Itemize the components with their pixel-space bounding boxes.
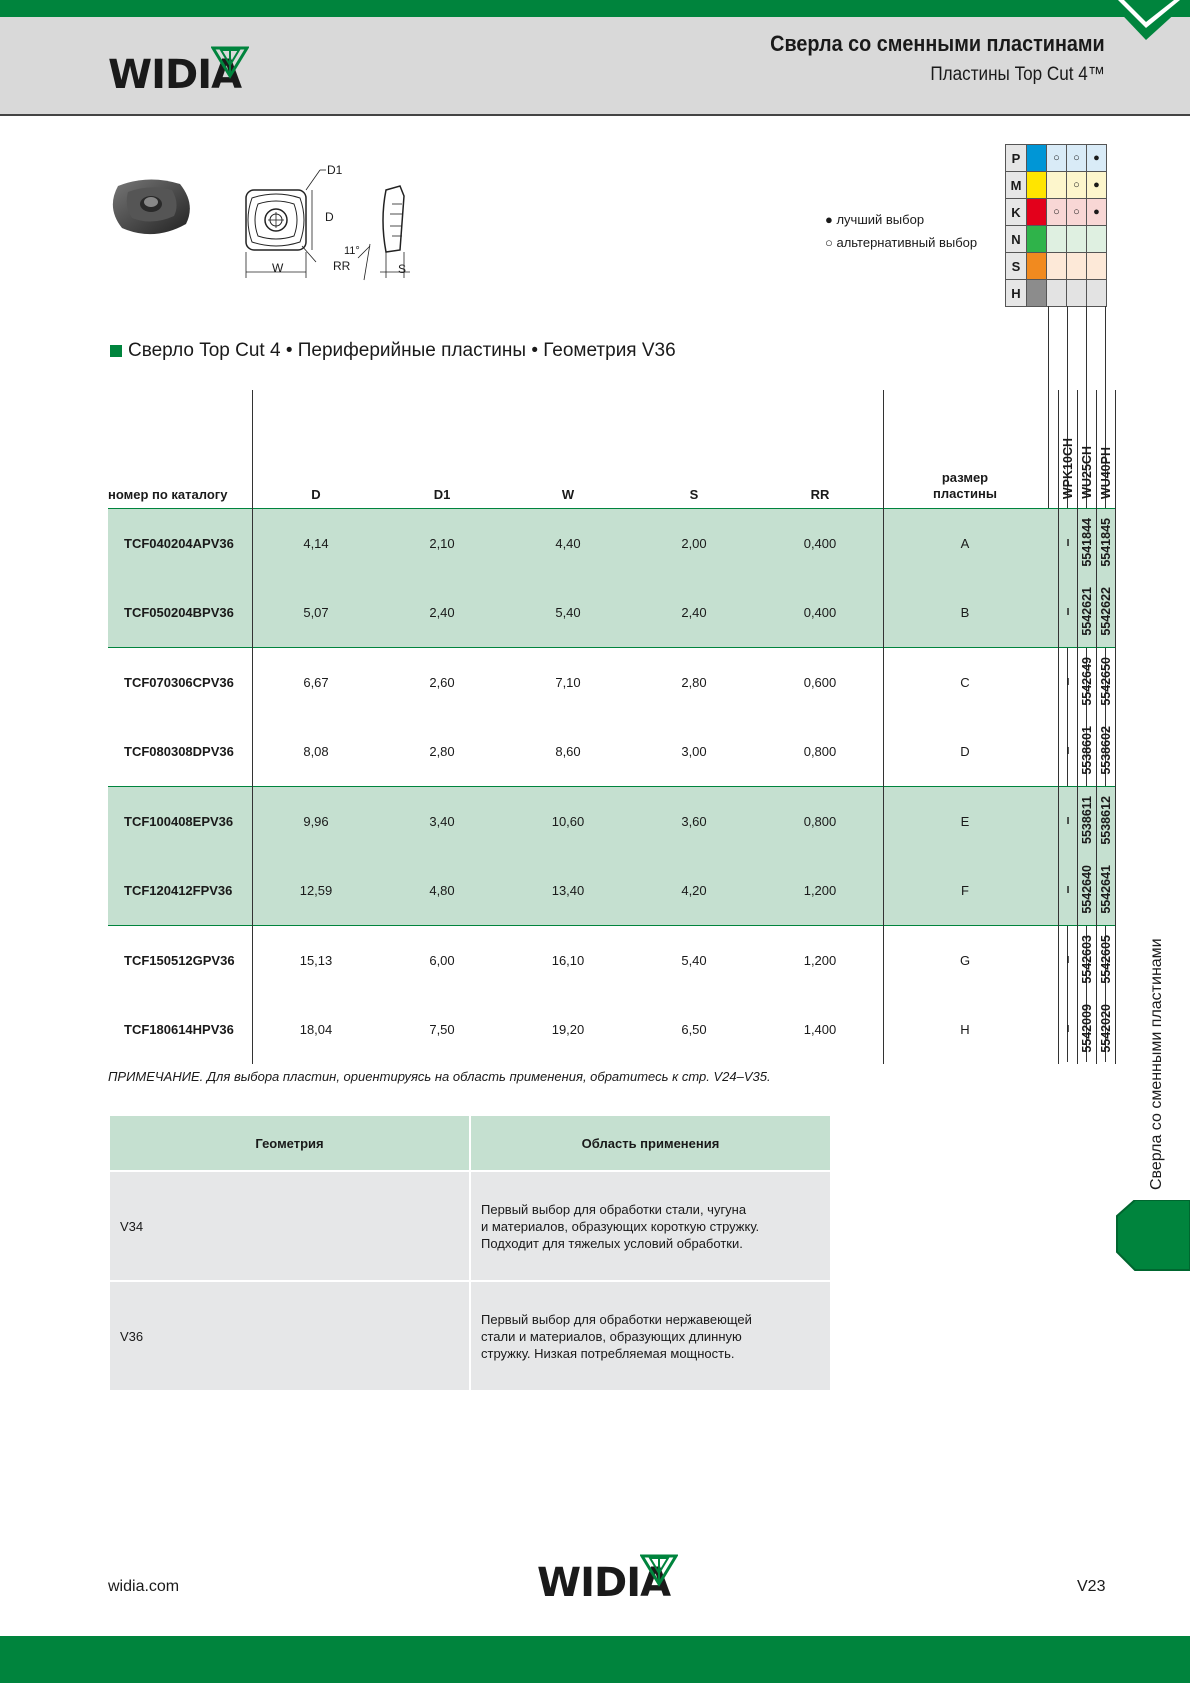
legend-best: ● лучший выбор [825,212,925,227]
geometry-name: V36 [110,1282,469,1390]
label-w: W [272,261,284,275]
application-line: Первый выбор для обработки стали, чугуна [481,1201,747,1217]
material-row [1006,226,1107,253]
cell-d1: 2,10 [379,509,505,579]
cell-d: 12,59 [253,856,380,926]
grade-code-cell [1097,856,1116,926]
table-row [108,717,1116,787]
material-label: N [1006,226,1027,253]
spacer-cell [1046,995,1059,1064]
application-line: и материалов, образующих короткую стружку. [481,1218,760,1234]
grade-code-cell [1097,578,1116,648]
material-row [1006,145,1107,172]
grade-code: 5542640 [1080,864,1094,914]
cell-catalog: TCF080308DPV36 [124,744,234,759]
table-row [108,995,1116,1064]
label-s: S [398,262,407,276]
cell-w: 8,60 [555,744,581,759]
material-color-swatch [1027,199,1047,226]
application-line: стружку. Низкая потребляемая мощность. [481,1345,735,1361]
header-s: S [689,487,699,502]
grade-code: 5542649 [1080,656,1094,706]
material-mark [1067,280,1087,307]
geometry-header: Геометрия [110,1116,469,1170]
header-grade1 [1059,390,1078,509]
cell-d1: 4,80 [379,856,505,926]
material-color-swatch [1027,226,1047,253]
application-line: Первый выбор для обработки нержавеющей [481,1311,752,1327]
table-row [108,856,1116,926]
cell-w: 16,10 [505,926,631,996]
grade-code-cell [1097,995,1116,1064]
header-d: D [253,390,380,509]
cell-w: 13,40 [505,856,631,926]
grade-code: 5542641 [1099,864,1113,914]
cell-w: 19,20 [551,1022,585,1037]
cell-w: 10,60 [505,787,631,857]
material-label: P [1006,145,1027,172]
geometry-name: V34 [110,1172,469,1280]
cell-rr: 0,800 [757,787,884,857]
cell-size: E [884,787,1047,857]
cell-size: B [884,578,1047,648]
cell-d: 4,14 [253,509,380,579]
header-rr: RR [810,487,830,502]
material-mark [1047,253,1067,280]
cell-w: 7,10 [505,648,631,718]
table-row [108,509,1116,579]
grade-code: 5541844 [1080,517,1094,567]
header-w: W [561,487,575,502]
section-heading [110,340,676,362]
cell-d: 5,07 [253,578,380,648]
material-color-swatch [1027,145,1047,172]
table-row [108,787,1116,857]
cell-d: 6,67 [253,648,380,718]
grade-code: 5541845 [1099,517,1113,567]
cell-catalog: TCF150512GPV36 [108,926,253,996]
spacer-cell [1046,717,1059,787]
material-row [1006,280,1107,307]
grade-code: 5542650 [1099,656,1113,706]
cell-w: 4,40 [505,509,631,579]
cell-catalog: TCF040204APV36 [108,509,253,579]
bottom-green-bar [0,1636,1190,1683]
material-mark [1047,226,1067,253]
spacer-cell [1046,787,1059,857]
material-mark: ○ [1047,145,1067,172]
grade-code-cell [1097,509,1116,579]
cell-s: 3,00 [681,744,707,759]
grade3-label: WU40PH [1099,446,1113,499]
header-size-text: размер пластины [933,470,997,501]
cell-catalog: TCF070306CPV36 [108,648,253,718]
grade-code: 5542621 [1080,586,1094,636]
grade-code: 5542009 [1080,1003,1094,1053]
material-row [1006,253,1107,280]
cell-rr: 0,400 [757,509,884,579]
cell-rr: 0,800 [803,744,837,759]
header-logo [108,52,241,98]
material-mark [1067,253,1087,280]
material-mark [1067,226,1087,253]
grade1-label: WPK10CH [1061,437,1075,499]
grade-availability-mark: I [1059,648,1078,718]
grade-availability-mark: I [1059,578,1078,648]
header-spacer [1046,390,1059,509]
footer-logo-triangle-icon [640,1554,678,1588]
grade-code: 5542622 [1099,586,1113,636]
material-mark: ○ [1067,172,1087,199]
grade-availability-mark: I [1059,509,1078,579]
cell-rr: 0,400 [757,578,884,648]
material-mark: ○ [1067,199,1087,226]
geometry-application [471,1172,830,1280]
grade2-label: WU25CH [1080,446,1094,499]
material-mark [1047,280,1067,307]
material-mark [1087,280,1107,307]
cell-d1: 3,40 [379,787,505,857]
grade-code: 5542605 [1099,934,1113,984]
spacer-cell [1046,856,1059,926]
material-mark [1047,172,1067,199]
corner-accent-icon [1108,0,1190,40]
top-green-bar [0,0,1190,17]
spacer-cell [1046,509,1059,579]
cell-size: F [884,856,1047,926]
material-mark [1087,226,1107,253]
cell-s: 2,40 [631,578,757,648]
cell-rr: 1,200 [757,856,884,926]
geometry-header-row [110,1116,830,1170]
material-label: H [1006,280,1027,307]
material-color-swatch [1027,280,1047,307]
material-mark [1087,253,1107,280]
application-header: Область применения [471,1116,830,1170]
cell-size: G [884,926,1047,996]
cell-s: 5,40 [631,926,757,996]
label-rr: RR [333,259,351,273]
cell-catalog: TCF050204BPV36 [108,578,253,648]
grade-code-cell [1078,578,1097,648]
cell-d1: 6,00 [379,926,505,996]
cell-size: C [884,648,1047,718]
insert-photo-icon [108,176,194,238]
label-d: D [325,210,334,224]
grade-code-cell [1078,509,1097,579]
grade-code-cell [1097,717,1116,787]
cell-catalog: TCF100408EPV36 [108,787,253,857]
grade-availability-mark: I [1059,717,1078,787]
cell-size: D [884,717,1047,787]
geometry-table [108,1114,832,1392]
grade-code-cell [1078,648,1097,718]
header-size [884,390,1047,509]
material-mark: ● [1087,199,1107,226]
cell-d: 9,96 [253,787,380,857]
grade-code-cell [1097,926,1116,996]
geometry-application [471,1282,830,1390]
header-d1: D1 [433,487,451,502]
grade-code-cell [1078,926,1097,996]
grade-availability-mark: I [1059,995,1078,1064]
spacer-cell [1046,648,1059,718]
material-mark: ○ [1067,145,1087,172]
grade-code: 5538612 [1099,795,1113,845]
grade-availability-mark: I [1059,787,1078,857]
grade-availability-mark: I [1059,856,1078,926]
cell-w: 5,40 [505,578,631,648]
table-row [108,926,1116,996]
header-catalog: номер по каталогу [108,487,228,502]
label-d1: D1 [327,163,343,177]
footer-logo [537,1560,670,1606]
grade-code: 5542020 [1099,1003,1113,1053]
material-mark: ● [1087,172,1107,199]
cell-d: 15,13 [253,926,380,996]
cell-s: 2,00 [631,509,757,579]
header-subtitle: Пластины Top Cut 4™ [930,64,1105,85]
material-color-swatch [1027,172,1047,199]
grade-code: 5538602 [1099,725,1113,775]
cell-size: H [884,995,1047,1064]
grade-code: 5538611 [1080,796,1094,844]
cell-s: 2,80 [631,648,757,718]
cell-rr: 0,600 [757,648,884,718]
legend-alternative: ○ альтернативный выбор [825,235,978,250]
geometry-row [110,1282,830,1390]
application-line: Подходит для тяжелых условий обработки. [481,1235,743,1251]
footer-website[interactable]: widia.com [108,1578,180,1595]
brand-logo-text: WIDIA [108,52,242,98]
material-color-swatch [1027,253,1047,280]
label-angle: 11° [344,245,360,257]
cell-s: 4,20 [631,856,757,926]
section-title: Сверло Top Cut 4 • Периферийные пластины • Геометрия V36 [128,340,676,361]
spacer-cell [1046,926,1059,996]
grade-code-cell [1078,856,1097,926]
grade-code-cell [1078,717,1097,787]
material-label: M [1006,172,1027,199]
geometry-row [110,1172,830,1280]
grade-availability-mark: I [1059,926,1078,996]
cell-catalog: TCF180614HPV36 [124,1022,234,1037]
material-matrix [1005,144,1107,307]
material-label: S [1006,253,1027,280]
grade-code: 5538601 [1080,725,1094,775]
logo-triangle-icon [211,46,249,80]
material-label: K [1006,199,1027,226]
side-tab-text: Сверла со сменными пластинами [1148,938,1165,1190]
table-note: ПРИМЕЧАНИЕ. Для выбора пластин, ориентируясь на область применения, обратитесь к стр. V24–V35. [108,1069,771,1084]
grade-code-cell [1097,648,1116,718]
cell-d1: 2,80 [429,744,455,759]
page-number: V23 [1077,1578,1106,1595]
side-tab-marker [1115,1200,1190,1272]
product-table [108,390,1116,1064]
spacer-cell [1046,578,1059,648]
table-row [108,648,1116,718]
material-mark: ○ [1047,199,1067,226]
cell-rr: 1,200 [757,926,884,996]
green-square-icon [110,345,122,357]
material-mark: ● [1087,145,1107,172]
cell-d1: 2,40 [379,578,505,648]
header-grade2 [1078,390,1097,509]
table-header-row [108,390,1116,509]
grade-code-cell [1078,995,1097,1064]
cell-d: 8,08 [253,717,380,787]
material-row [1006,199,1107,226]
grade-code-cell [1078,787,1097,857]
table-row [108,578,1116,648]
grade-code-cell [1097,787,1116,857]
header-grade3 [1097,390,1116,509]
cell-rr: 1,400 [803,1022,837,1037]
cell-d1: 7,50 [429,1022,455,1037]
cell-size: A [884,509,1047,579]
footer-brand-text: WIDIA [537,1560,671,1606]
cell-s: 3,60 [631,787,757,857]
material-row [1006,172,1107,199]
cell-d: 18,04 [253,995,380,1064]
cell-catalog: TCF120412FPV36 [108,856,253,926]
cell-s: 6,50 [681,1022,707,1037]
cell-d1: 2,60 [379,648,505,718]
application-line: стали и материалов, образующих длинную [481,1328,742,1344]
grade-code: 5542603 [1080,934,1094,984]
header-title: Сверла со сменными пластинами [770,31,1105,56]
